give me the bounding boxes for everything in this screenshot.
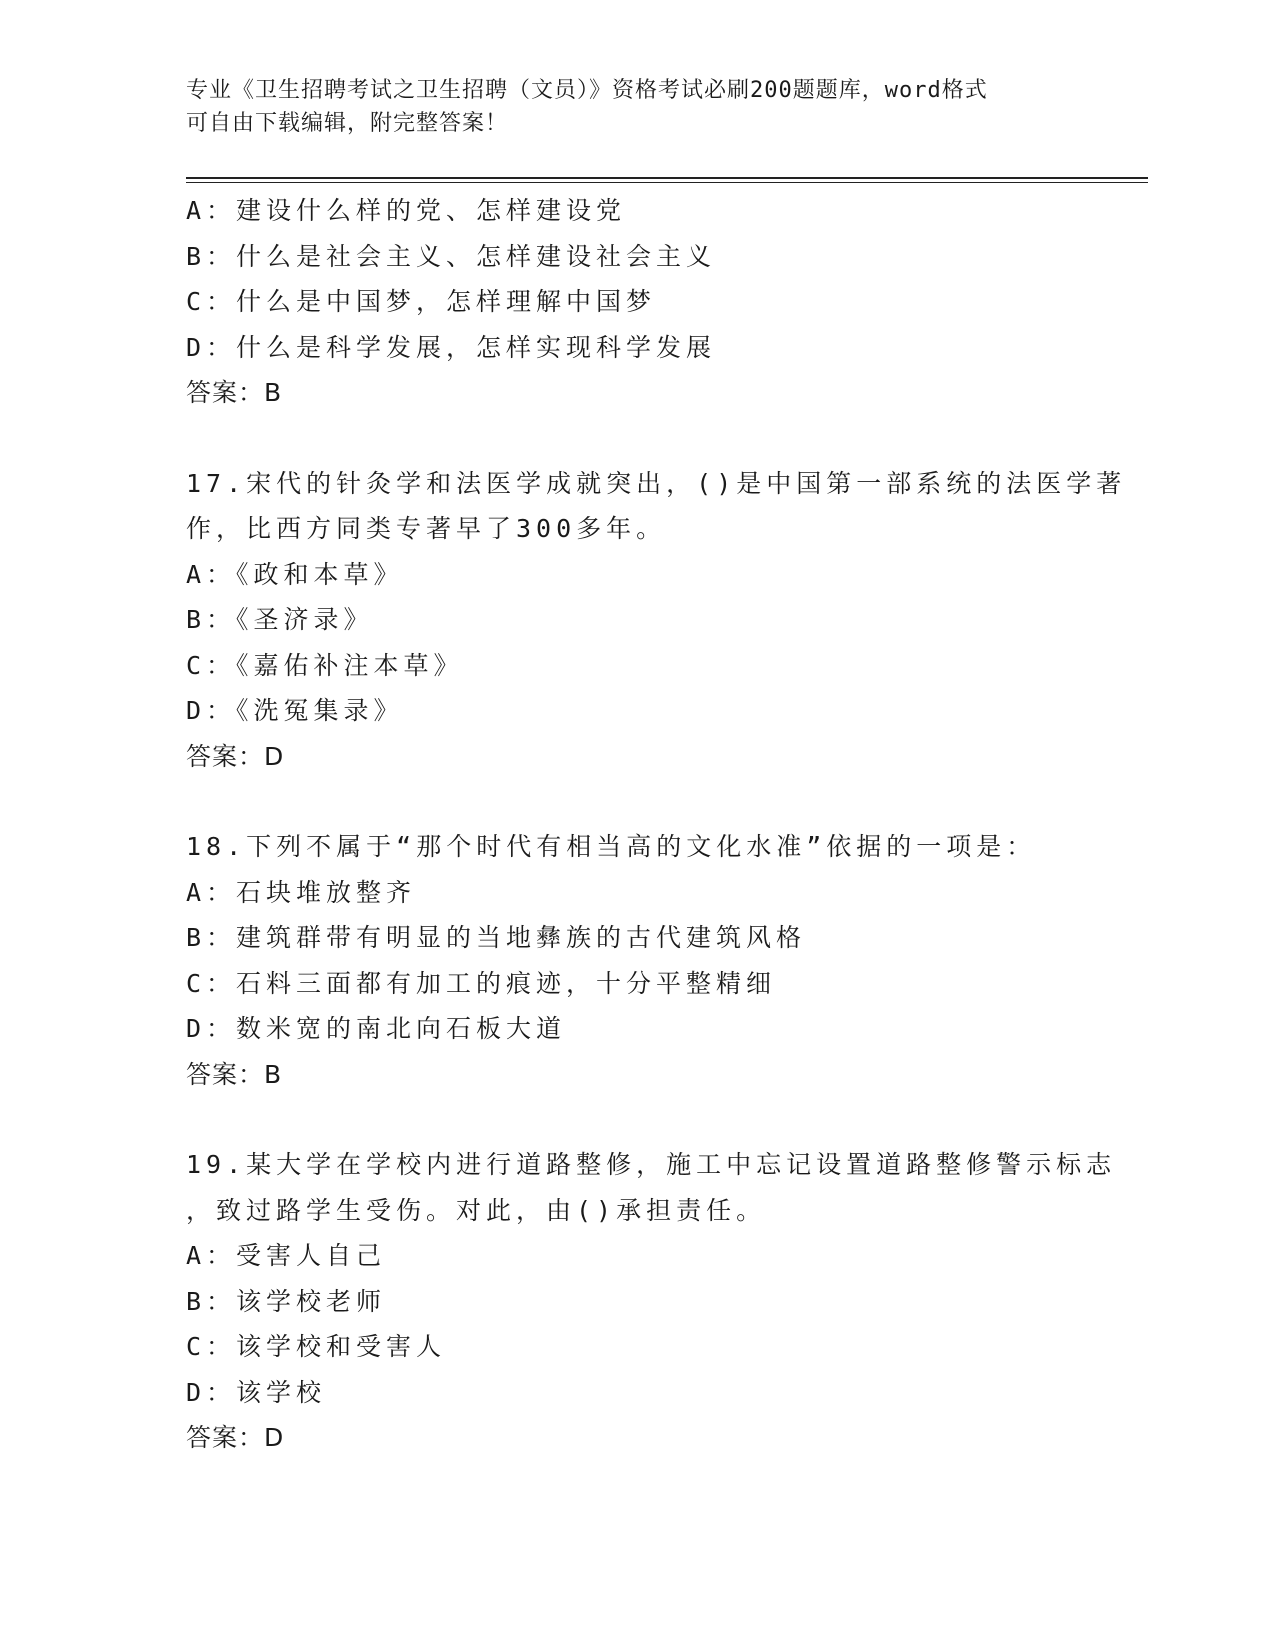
option-b: B：什么是社会主义、怎样建设社会主义: [186, 241, 717, 271]
answer-line: 答案：D: [186, 741, 285, 771]
option-a: A：建设什么样的党、怎样建设党: [186, 196, 627, 225]
header-divider-thick: [186, 177, 1148, 179]
answer-line: 答案：B: [186, 378, 283, 407]
option-d: D：什么是科学发展，怎样实现科学发展: [186, 332, 717, 362]
question-stem-line: ，致过路学生受伤。对此，由()承担责任。: [186, 1195, 767, 1225]
question-list: [186, 188, 1127, 1461]
question-19-block: [186, 1142, 1117, 1461]
answer-line: 答案：D: [186, 1423, 285, 1452]
question-stem-line: 19.某大学在学校内进行道路整修，施工中忘记设置道路整修警示标志: [186, 1150, 1117, 1179]
document-header: [186, 74, 1086, 140]
question-stem-line: 17.宋代的针灸学和法医学成就突出，()是中国第一部系统的法医学著: [186, 468, 1127, 498]
option-b: B：该学校老师: [186, 1286, 387, 1316]
header-line-2: 可自由下载编辑，附完整答案！: [186, 111, 509, 136]
option-a: A：石块堆放整齐: [186, 877, 417, 907]
option-c: C：《嘉佑补注本草》: [186, 650, 464, 680]
question-17-block: [186, 461, 1127, 780]
question-18-block: [186, 824, 1086, 1097]
question-16-block: [186, 188, 1086, 416]
option-c: C：什么是中国梦，怎样理解中国梦: [186, 287, 657, 316]
option-b: B：《圣济录》: [186, 605, 374, 634]
option-c: C：石料三面都有加工的痕迹，十分平整精细: [186, 968, 777, 998]
option-b: B：建筑群带有明显的当地彝族的古代建筑风格: [186, 923, 807, 952]
header-line-1: 专业《卫生招聘考试之卫生招聘（文员）》资格考试必刷200题题库，word格式: [186, 78, 988, 103]
question-stem-line: 作，比西方同类专著早了300多年。: [186, 514, 667, 543]
option-d: D：数米宽的南北向石板大道: [186, 1014, 567, 1043]
question-stem-line: 18.下列不属于“那个时代有相当高的文化水准”依据的一项是：: [186, 832, 1037, 861]
option-d: D：该学校: [186, 1377, 327, 1407]
option-c: C：该学校和受害人: [186, 1332, 447, 1361]
option-a: A：《政和本草》: [186, 559, 404, 589]
header-divider-thin: [186, 182, 1148, 183]
option-a: A：受害人自己: [186, 1241, 387, 1270]
answer-line: 答案：B: [186, 1059, 283, 1089]
option-d: D：《洗冤集录》: [186, 696, 404, 725]
